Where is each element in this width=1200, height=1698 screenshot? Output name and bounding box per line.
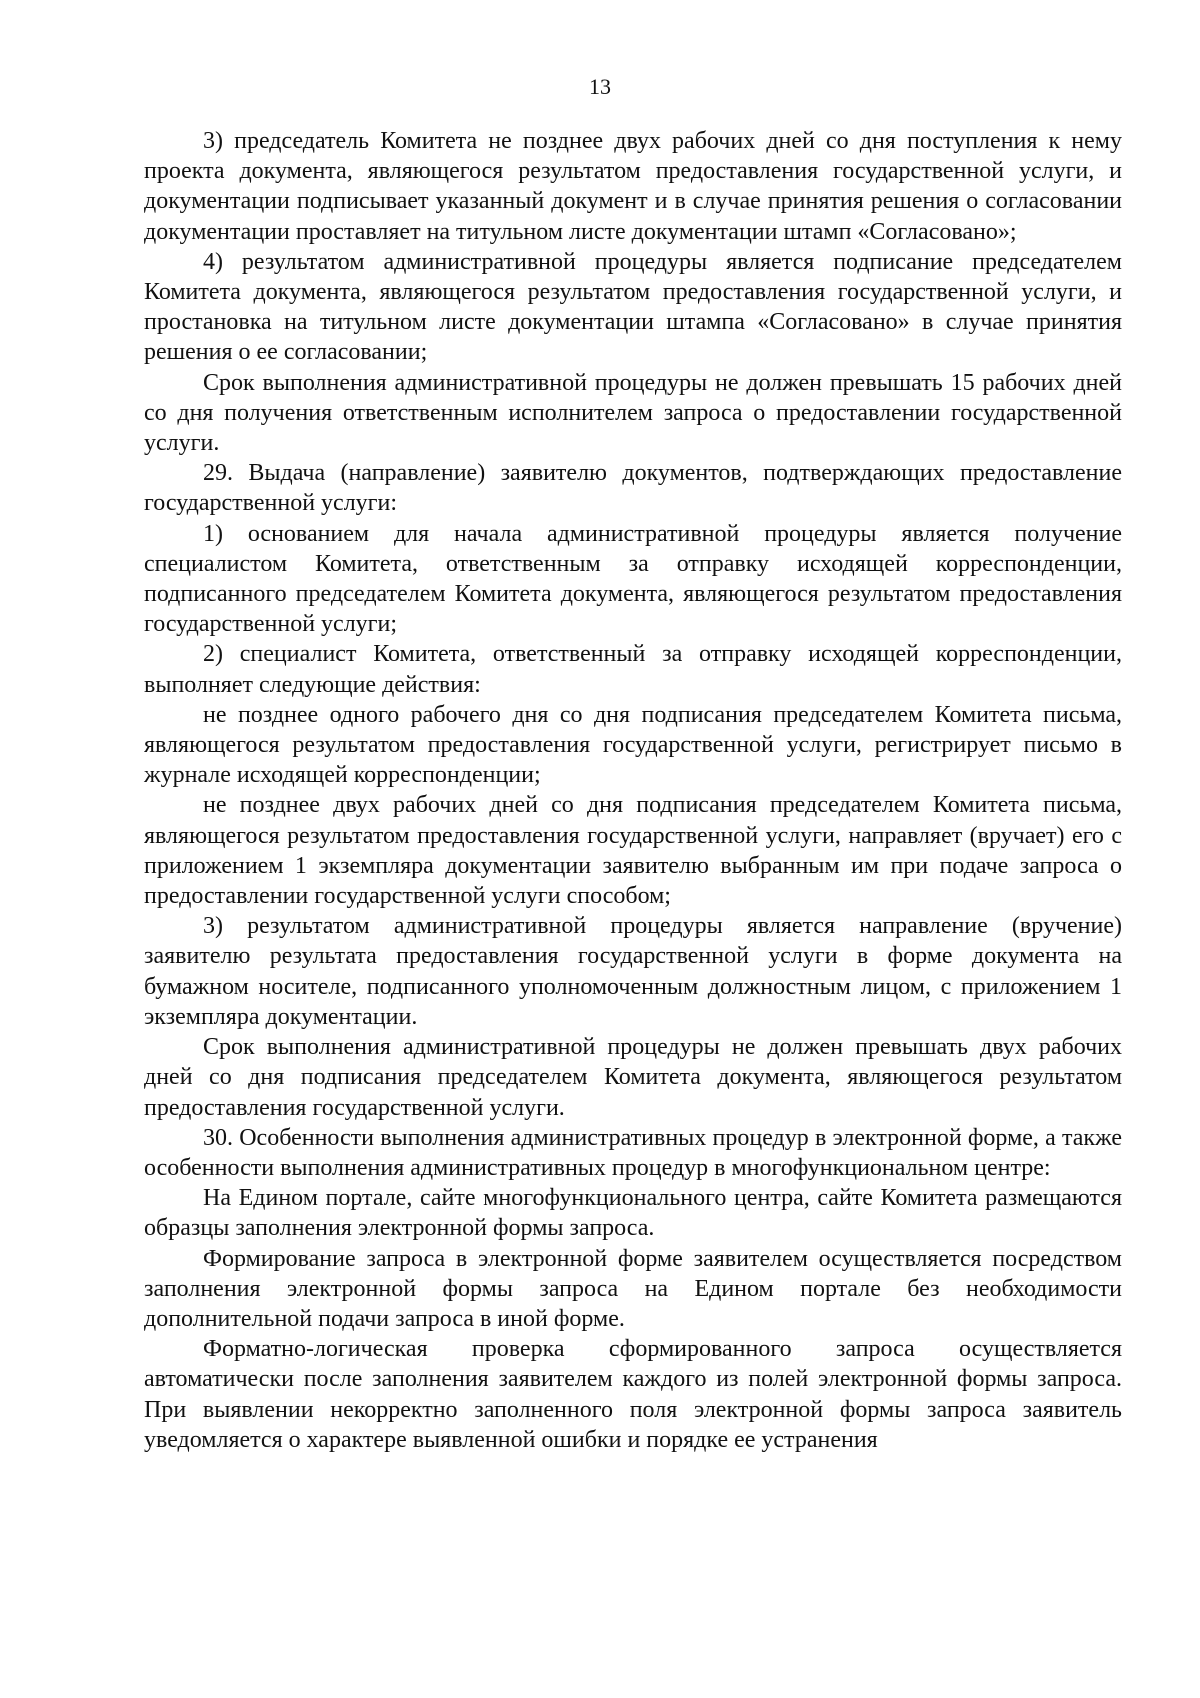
page-number: 13 [589,74,611,99]
paragraph-4-procedure-result: 4) результатом административной процедуры является подписание председателем Комитета документа, являющегося результатом предоставления государственной услуги, и простановка на титульном листе документации штампа «Согласовано» в случае принятия решения о ее согласовании; [144,248,1122,366]
paragraph-procedure-term-15-days: Срок выполнения административной процедуры не должен превышать 15 рабочих дней со дня получения ответственным исполнителем запроса о предоставлении государственной услуги. [144,369,1122,457]
paragraph-procedure-term-2-days: Срок выполнения административной процедуры не должен превышать двух рабочих дней со дня подписания председателем Комитета документа, являющегося результатом предоставления государственной услуги. [144,1034,1122,1121]
paragraph-29-2-specialist-actions: 2) специалист Комитета, ответственный за отправку исходящей корреспонденции, выполняет следующие действия: [144,641,1122,698]
paragraph-29-1-basis: 1) основанием для начала административной процедуры является получение специалистом Комитета, ответственным за отправку исходящей корреспонденции, подписанного председателем Комитета документа, являющегося результатом предоставления государственной услуги; [144,520,1122,638]
paragraph-sending: не позднее двух рабочих дней со дня подписания председателем Комитета письма, являющегося результатом предоставления государственной услуги, направляет (вручает) его с приложением 1 экземпляра документации заявителю выбранным им при подаче запроса о предоставлении государственной услуги способом; [144,792,1122,910]
paragraph-format-logic-check: Форматно-логическая проверка сформированного запроса осуществляется автоматически после заполнения заявителем каждого из полей электронной формы запроса. При выявлении некорректно заполненного поля электронной формы запроса заявитель уведомляется о характере выявленной ошибки и порядке ее устранения [144,1336,1122,1453]
paragraph-30-electronic-form-heading: 30. Особенности выполнения административных процедур в электронной форме, а также особенности выполнения административных процедур в многофункциональном центре: [144,1124,1122,1181]
paragraph-29-3-result: 3) результатом административной процедуры является направление (вручение) заявителю результата предоставления государственной услуги в форме документа на бумажном носителе, подписанного уполномоченным должностным лицом, с приложением 1 экземпляра документации. [144,913,1122,1030]
paragraph-29-issuance-heading: 29. Выдача (направление) заявителю документов, подтверждающих предоставление государственной услуги: [144,460,1122,517]
paragraph-portal-samples: На Едином портале, сайте многофункционального центра, сайте Комитета размещаются образцы заполнения электронной формы запроса. [144,1185,1122,1242]
paragraph-registration: не позднее одного рабочего дня со дня подписания председателем Комитета письма, являющегося результатом предоставления государственной услуги, регистрирует письмо в журнале исходящей корреспонденции; [144,701,1122,789]
document-body [144,126,1122,1455]
paragraph-3-chairman-signs: 3) председатель Комитета не позднее двух рабочих дней со дня поступления к нему проекта документа, являющегося результатом предоставления государственной услуги, и документации подписывает указанный документ и в случае принятия решения о согласовании документации проставляет на титульном листе документации штамп «Согласовано»; [144,128,1122,245]
paragraph-request-forming: Формирование запроса в электронной форме заявителем осуществляется посредством заполнения электронной формы запроса на Едином портале без необходимости дополнительной подачи запроса в иной форме. [144,1245,1122,1332]
